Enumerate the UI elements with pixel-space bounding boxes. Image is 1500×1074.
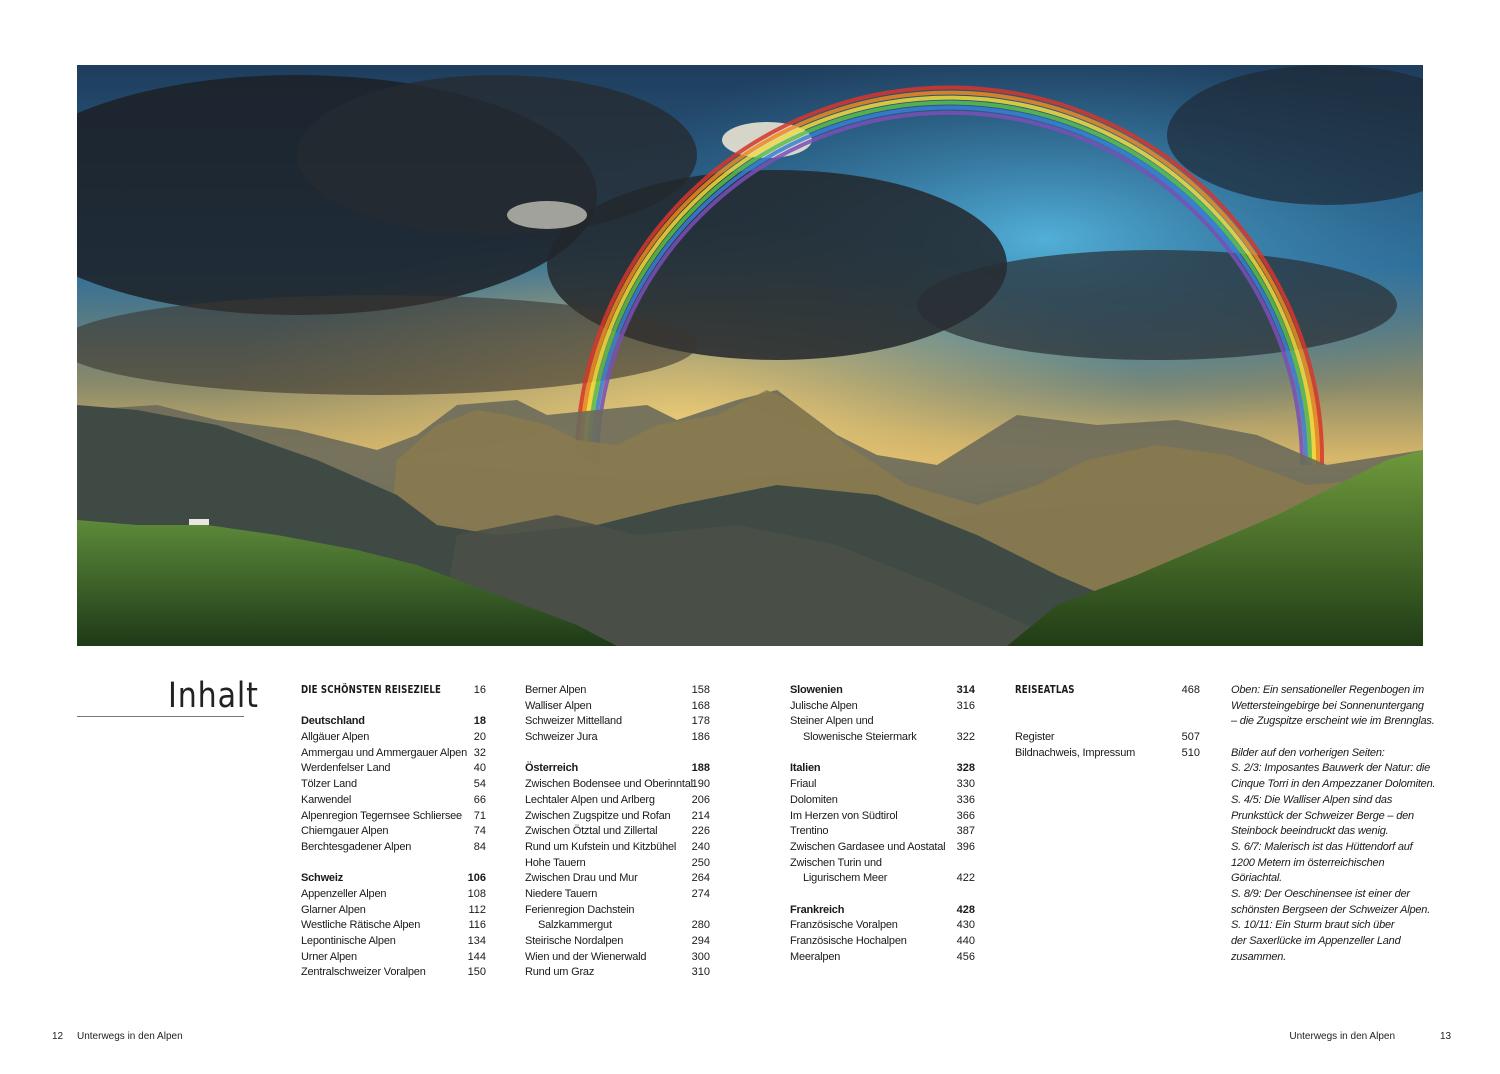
toc-country-heading xyxy=(301,871,486,887)
toc-entry-title: Zentralschweizer Voralpen xyxy=(301,966,426,979)
toc-entry xyxy=(525,856,710,872)
toc-entry xyxy=(1015,746,1200,762)
toc-entry-title: Französische Voralpen xyxy=(790,919,898,932)
toc-entry-title: Ferienregion Dachstein xyxy=(525,903,635,916)
toc-entry-page: 206 xyxy=(691,793,710,806)
toc-column-2 xyxy=(525,683,710,981)
toc-entry-title: Ammergau und Ammergauer Alpen xyxy=(301,746,468,759)
toc-entry xyxy=(525,824,710,840)
toc-entry-page: 168 xyxy=(691,699,710,712)
toc-entry-title: Rund um Kufstein und Kitzbühel xyxy=(525,840,677,853)
toc-entry-page: 330 xyxy=(956,778,975,791)
toc-entry-page: 178 xyxy=(691,715,710,728)
rainbow-mountain-image xyxy=(77,65,1423,646)
toc-entry-page: 280 xyxy=(691,919,710,932)
toc-entry-page: 396 xyxy=(956,840,975,853)
toc-entry-title: Register xyxy=(1015,731,1055,744)
toc-entry xyxy=(525,683,710,699)
toc-entry-page: 468 xyxy=(1181,684,1200,696)
toc-entry-page: 16 xyxy=(473,684,486,696)
toc-entry-page: 456 xyxy=(956,950,975,963)
toc-entry-title: Niedere Tauern xyxy=(525,887,598,900)
toc-entry xyxy=(790,918,975,934)
toc-entry xyxy=(790,840,975,856)
toc-entry xyxy=(301,950,486,966)
caption-line: Oben: Ein sensationeller Regenbogen im xyxy=(1231,684,1424,696)
toc-entry-title: Friaul xyxy=(790,778,817,791)
toc-entry-page: 387 xyxy=(956,825,975,838)
toc-entry-title: Lepontinische Alpen xyxy=(301,935,396,947)
caption-line: S. 4/5: Die Walliser Alpen sind das xyxy=(1231,793,1393,806)
toc-entry xyxy=(790,809,975,825)
toc-entry xyxy=(525,809,710,825)
caption-line: Wettersteingebirge bei Sonnenuntergang xyxy=(1231,699,1424,712)
toc-entry-title: Allgäuer Alpen xyxy=(301,731,370,744)
toc-spacer xyxy=(301,699,486,715)
toc-entry xyxy=(525,777,710,793)
toc-entry-title: Walliser Alpen xyxy=(525,699,592,712)
toc-entry-page: 20 xyxy=(473,731,486,744)
toc-entry-title: Österreich xyxy=(525,762,579,775)
toc-entry-page: 66 xyxy=(473,793,486,806)
toc-spacer xyxy=(1015,699,1200,715)
toc-entry xyxy=(790,793,975,809)
toc-entry-title: Wien und der Wienerwald xyxy=(525,950,647,963)
toc-entry xyxy=(790,871,975,887)
toc-entry xyxy=(790,777,975,793)
toc-country-heading xyxy=(790,903,975,919)
toc-entry-title: Karwendel xyxy=(301,793,352,806)
toc-entry-title: REISEATLAS xyxy=(1015,684,1075,696)
title-rule xyxy=(77,716,244,717)
toc-entry-title: Slowenien xyxy=(790,684,843,696)
toc-entry xyxy=(301,918,486,934)
toc-entry-page: 440 xyxy=(956,935,975,947)
toc-entry-page: 328 xyxy=(956,762,975,775)
toc-entry-title: Berner Alpen xyxy=(525,684,587,696)
toc-entry-title: Tölzer Land xyxy=(301,778,357,791)
toc-entry-page: 322 xyxy=(956,731,975,744)
toc-entry xyxy=(790,824,975,840)
caption-line: S. 8/9: Der Oeschinensee ist einer der xyxy=(1231,887,1410,900)
toc-entry-page: 71 xyxy=(473,809,486,822)
toc-entry-page: 428 xyxy=(956,903,975,916)
toc-entry-page: 186 xyxy=(691,731,710,744)
toc-entry xyxy=(790,699,975,715)
toc-entry-page: 294 xyxy=(691,935,710,947)
toc-entry-title: Chiemgauer Alpen xyxy=(301,825,389,838)
toc-entry-page: 108 xyxy=(467,887,486,900)
toc-spacer xyxy=(1015,714,1200,730)
caption-line: Cinque Torri in den Ampezzaner Dolomiten. xyxy=(1231,778,1436,791)
toc-entry xyxy=(525,840,710,856)
toc-entry-title: Zwischen Drau und Mur xyxy=(525,872,638,885)
photo-captions xyxy=(1231,683,1436,965)
toc-entry-page: 316 xyxy=(956,699,975,712)
toc-entry-title: Italien xyxy=(790,762,821,775)
toc-spacer xyxy=(790,887,975,903)
toc-entry-title: Schweizer Mittelland xyxy=(525,715,622,728)
caption-line: Göriachtal. xyxy=(1231,872,1282,885)
toc-entry-page: 106 xyxy=(467,872,486,885)
toc-entry-title: Berchtesgadener Alpen xyxy=(301,840,412,853)
toc-entry xyxy=(790,714,975,730)
toc-entry xyxy=(301,934,486,950)
toc-entry-page: 422 xyxy=(956,872,975,885)
toc-entry-title: Ligurischem Meer xyxy=(803,872,888,885)
toc-entry-title: Alpenregion Tegernsee Schliersee xyxy=(301,809,462,822)
toc-entry-page: 226 xyxy=(691,825,710,838)
toc-entry xyxy=(301,840,486,856)
toc-entry-title: Zwischen Bodensee und Oberinntal xyxy=(525,778,693,791)
toc-entry-page: 310 xyxy=(691,966,710,979)
toc-entry-page: 144 xyxy=(467,950,486,963)
toc-entry-title: Schweizer Jura xyxy=(525,731,598,744)
toc-entry-title: Slowenische Steiermark xyxy=(803,731,917,744)
toc-entry xyxy=(525,918,710,934)
toc-entry xyxy=(790,730,975,746)
caption-line: 1200 Metern im österreichischen xyxy=(1231,856,1385,869)
toc-entry-title: DIE SCHÖNSTEN REISEZIELE xyxy=(301,684,442,696)
toc-entry xyxy=(301,824,486,840)
toc-entry-page: 112 xyxy=(468,903,486,916)
toc-entry xyxy=(525,950,710,966)
toc-entry-page: 84 xyxy=(473,840,486,853)
toc-entry xyxy=(301,793,486,809)
toc-entry xyxy=(525,903,710,919)
toc-entry-title: Werdenfelser Land xyxy=(301,762,391,775)
toc-entry xyxy=(301,887,486,903)
toc-entry-page: 430 xyxy=(956,919,975,932)
page-title: Inhalt xyxy=(168,676,259,716)
panorama-photo xyxy=(77,65,1423,646)
toc-entry-page: 74 xyxy=(473,825,486,838)
toc-entry-page: 134 xyxy=(467,935,486,947)
caption-line: schönsten Bergseen der Schweizer Alpen. xyxy=(1231,903,1431,916)
caption-line: S. 10/11: Ein Sturm braut sich über xyxy=(1231,919,1395,932)
toc-country-heading xyxy=(790,761,975,777)
toc-entry xyxy=(301,761,486,777)
toc-entry-page: 54 xyxy=(473,778,486,791)
caption-line: Bilder auf den vorherigen Seiten: xyxy=(1231,746,1385,759)
toc-entry-title: Rund um Graz xyxy=(525,966,595,979)
page-number-left: 12 xyxy=(52,1031,64,1042)
toc-entry-title: Hohe Tauern xyxy=(525,856,586,869)
toc-entry-title: Meeralpen xyxy=(790,950,841,963)
toc-entry-page: 158 xyxy=(691,684,710,696)
toc-spacer xyxy=(790,746,975,762)
caption-line: Steinbock beeindruckt das wenig. xyxy=(1231,825,1389,838)
toc-entry-title: Zwischen Turin und xyxy=(790,856,882,869)
toc-entry xyxy=(790,934,975,950)
toc-section-heading xyxy=(301,683,486,699)
running-title-left: Unterwegs in den Alpen xyxy=(77,1031,183,1042)
toc-entry-title: Lechtaler Alpen und Arlberg xyxy=(525,793,655,806)
running-title-right: Unterwegs in den Alpen xyxy=(1289,1031,1395,1042)
toc-country-heading xyxy=(525,761,710,777)
toc-entry-page: 18 xyxy=(473,715,486,728)
toc-entry-title: Steiner Alpen und xyxy=(790,715,874,728)
toc-entry-title: Steirische Nordalpen xyxy=(525,935,624,947)
toc-entry xyxy=(1015,730,1200,746)
toc-entry-page: 116 xyxy=(468,919,486,932)
toc-entry xyxy=(525,887,710,903)
caption-line: Prunkstück der Schweizer Berge – den xyxy=(1231,809,1414,822)
caption-line: der Saxerlücke im Appenzeller Land xyxy=(1231,935,1401,947)
toc-entry-page: 40 xyxy=(473,762,486,775)
caption-spacer xyxy=(1231,730,1431,746)
toc-entry-title: Französische Hochalpen xyxy=(790,935,907,947)
toc-entry-title: Im Herzen von Südtirol xyxy=(790,809,898,822)
caption-line: S. 2/3: Imposantes Bauwerk der Natur: die xyxy=(1231,762,1431,775)
toc-country-heading xyxy=(790,683,975,699)
caption-line: S. 6/7: Malerisch ist das Hüttendorf auf xyxy=(1231,840,1413,853)
toc-entry xyxy=(301,965,486,981)
toc-entry-page: 150 xyxy=(467,966,486,979)
toc-spacer xyxy=(525,746,710,762)
toc-entry-page: 32 xyxy=(473,746,486,759)
toc-entry xyxy=(525,730,710,746)
toc-entry-page: 300 xyxy=(691,950,710,963)
toc-entry-page: 510 xyxy=(1181,746,1200,759)
toc-entry xyxy=(301,903,486,919)
toc-section-heading xyxy=(1015,683,1200,699)
toc-country-heading xyxy=(301,714,486,730)
toc-entry-title: Zwischen Gardasee und Aostatal xyxy=(790,840,946,853)
page-number-right: 13 xyxy=(1440,1031,1452,1042)
toc-column-1 xyxy=(301,683,486,981)
toc-entry xyxy=(301,809,486,825)
toc-entry-title: Schweiz xyxy=(301,872,344,885)
toc-entry xyxy=(525,871,710,887)
toc-entry-title: Zwischen Ötztal und Zillertal xyxy=(525,825,658,838)
toc-entry xyxy=(525,934,710,950)
toc-entry-title: Dolomiten xyxy=(790,793,838,806)
toc-entry-title: Julische Alpen xyxy=(790,699,858,712)
toc-entry-title: Salzkammergut xyxy=(538,919,612,932)
toc-entry xyxy=(525,699,710,715)
toc-entry-page: 250 xyxy=(691,856,710,869)
toc-entry xyxy=(525,965,710,981)
toc-entry-title: Frankreich xyxy=(790,903,845,916)
toc-entry-page: 190 xyxy=(691,778,710,791)
toc-entry xyxy=(790,950,975,966)
caption-line: – die Zugspitze erscheint wie im Brennglas. xyxy=(1231,715,1435,728)
toc-entry-page: 240 xyxy=(691,840,710,853)
toc-entry-title: Glarner Alpen xyxy=(301,903,366,916)
caption-line: zusammen. xyxy=(1231,950,1287,963)
toc-entry xyxy=(301,777,486,793)
toc-entry xyxy=(525,714,710,730)
toc-entry-page: 336 xyxy=(956,793,975,806)
toc-entry-page: 366 xyxy=(956,809,975,822)
toc-entry xyxy=(525,793,710,809)
toc-entry-page: 507 xyxy=(1181,731,1200,744)
toc-entry-page: 188 xyxy=(691,762,710,775)
toc-entry xyxy=(301,746,486,762)
toc-entry-page: 214 xyxy=(691,809,710,822)
toc-entry-title: Trentino xyxy=(790,825,829,838)
toc-entry-page: 314 xyxy=(956,684,975,696)
toc-entry xyxy=(301,730,486,746)
toc-entry-page: 274 xyxy=(691,887,710,900)
toc-spacer xyxy=(301,856,486,872)
toc-entry-title: Bildnachweis, Impressum xyxy=(1015,746,1136,759)
toc-entry-title: Appenzeller Alpen xyxy=(301,887,387,900)
toc-entry-title: Zwischen Zugspitze und Rofan xyxy=(525,809,671,822)
toc-entry-title: Urner Alpen xyxy=(301,950,357,963)
toc-entry-page: 264 xyxy=(691,872,710,885)
toc-column-3 xyxy=(790,683,975,965)
toc-entry-title: Deutschland xyxy=(301,715,365,728)
toc-entry xyxy=(790,856,975,872)
toc-entry-title: Westliche Rätische Alpen xyxy=(301,919,421,932)
toc-column-4 xyxy=(1015,683,1200,761)
